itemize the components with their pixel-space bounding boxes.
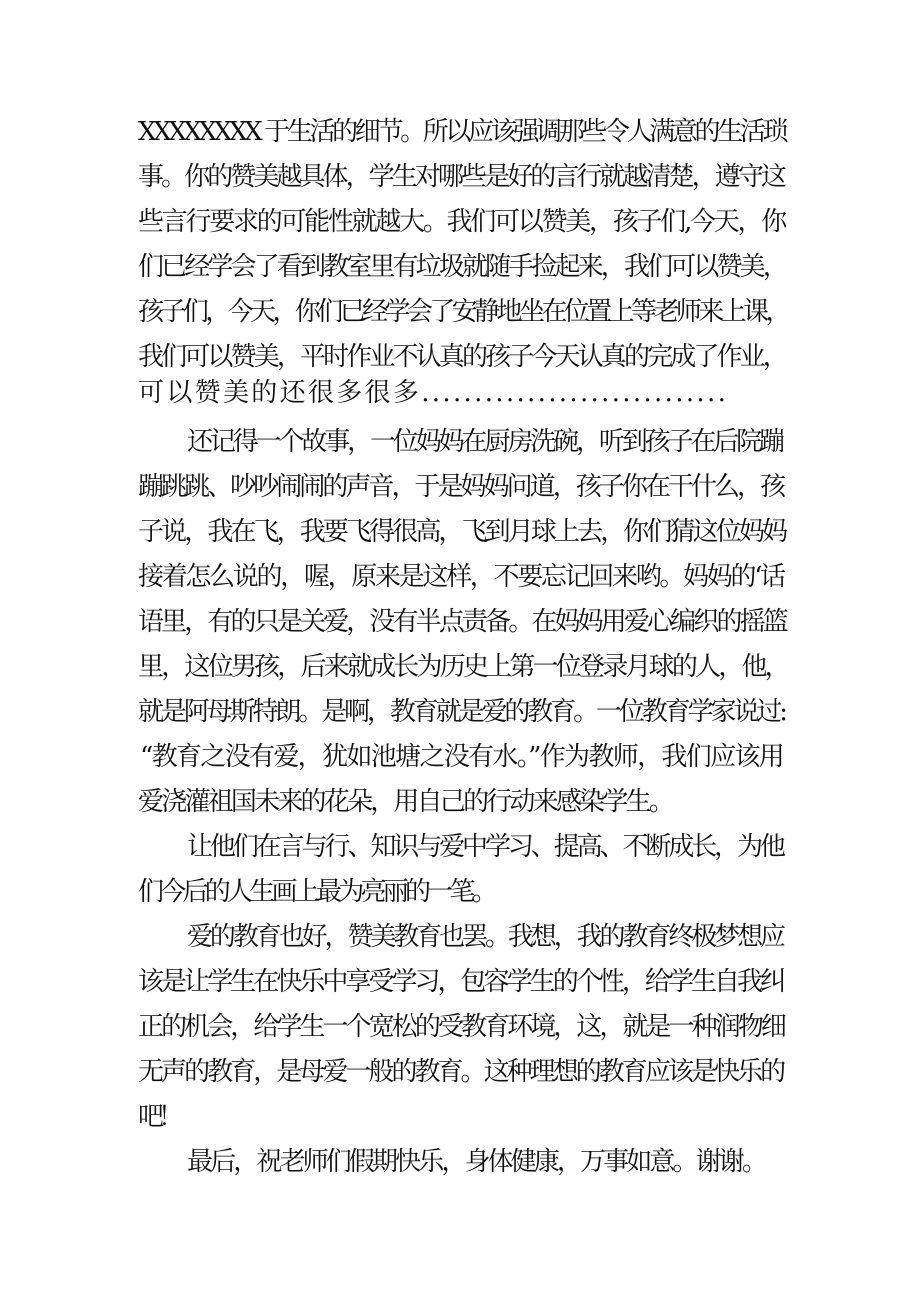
text-line: XXXXXXXX 于生活的细节。所以应该强调那些令人满意的生活琐	[138, 117, 786, 147]
text-line: 们已经学会了看到教室里有垃圾就随手捡起来，我们可以赞美，	[138, 252, 786, 282]
text-line: 可以赞美的还很多很多.............................	[138, 378, 729, 408]
text-line: 无声的教育，是母爱一般的教育。这种理想的教育应该是快乐的	[138, 1057, 784, 1087]
text-line: 最后，祝老师们假期快乐，身体健康，万事如意。谢谢。	[187, 1147, 766, 1177]
text-line: 接着怎么说的，喔，原来是这样，不要忘记回来哟。妈妈的‘话	[138, 562, 784, 592]
text-line: 吧！	[138, 1102, 179, 1132]
text-line: 我们可以赞美，平时作业不认真的孩子今天认真的完成了作业，	[138, 342, 786, 372]
text-line: 爱的教育也好，赞美教育也罢。我想，我的教育终极梦想应	[187, 922, 783, 952]
text-line: “教育之没有爱，犹如池塘之没有水。”作为教师，我们应该用	[140, 742, 784, 772]
text-line: 就是阿母斯特朗。是啊，教育就是爱的教育。一位教育学家说过:	[138, 697, 785, 727]
text-line: 该是让学生在快乐中享受学习，包容学生的个性，给学生自我纠	[138, 967, 784, 997]
text-line: 事。你的赞美越具体，学生对哪些是好的言行就越清楚，遵守这	[138, 162, 784, 192]
text-line: 里，这位男孩，后来就成长为历史上第一位登录月球的人，他，	[138, 652, 788, 682]
text-line: 爱浇灌祖国未来的花朵，用自己的行动来感染学生。	[138, 787, 673, 817]
text-line: 蹦跳跳、吵吵闹闹的声音，于是妈妈问道，孩子你在干什么，孩	[138, 472, 784, 502]
text-line: 子说，我在飞，我要飞得很高，飞到月球上去，你们猜这位妈妈	[138, 517, 786, 547]
text-line: 们今后的人生画上最为亮丽的一笔。	[138, 877, 495, 907]
text-line: 些言行要求的可能性就越大。我们可以赞美，孩子们,今天，你	[138, 207, 785, 237]
text-line: 正的机会，给学生一个宽松的受教育环境，这，就是一种润物细	[138, 1012, 784, 1042]
text-line: 孩子们，今天，你们已经学会了安静地坐在位置上等老师来上课，	[138, 297, 788, 327]
text-line: 语里，有的只是关爱，没有半点责备。在妈妈用爱心编织的摇篮	[138, 607, 786, 637]
text-line: 还记得一个故事，一位妈妈在厨房洗碗，听到孩子在后院蹦	[187, 427, 782, 457]
text-line: 让他们在言与行、知识与爱中学习、提高、不断成长，为他	[187, 832, 783, 862]
